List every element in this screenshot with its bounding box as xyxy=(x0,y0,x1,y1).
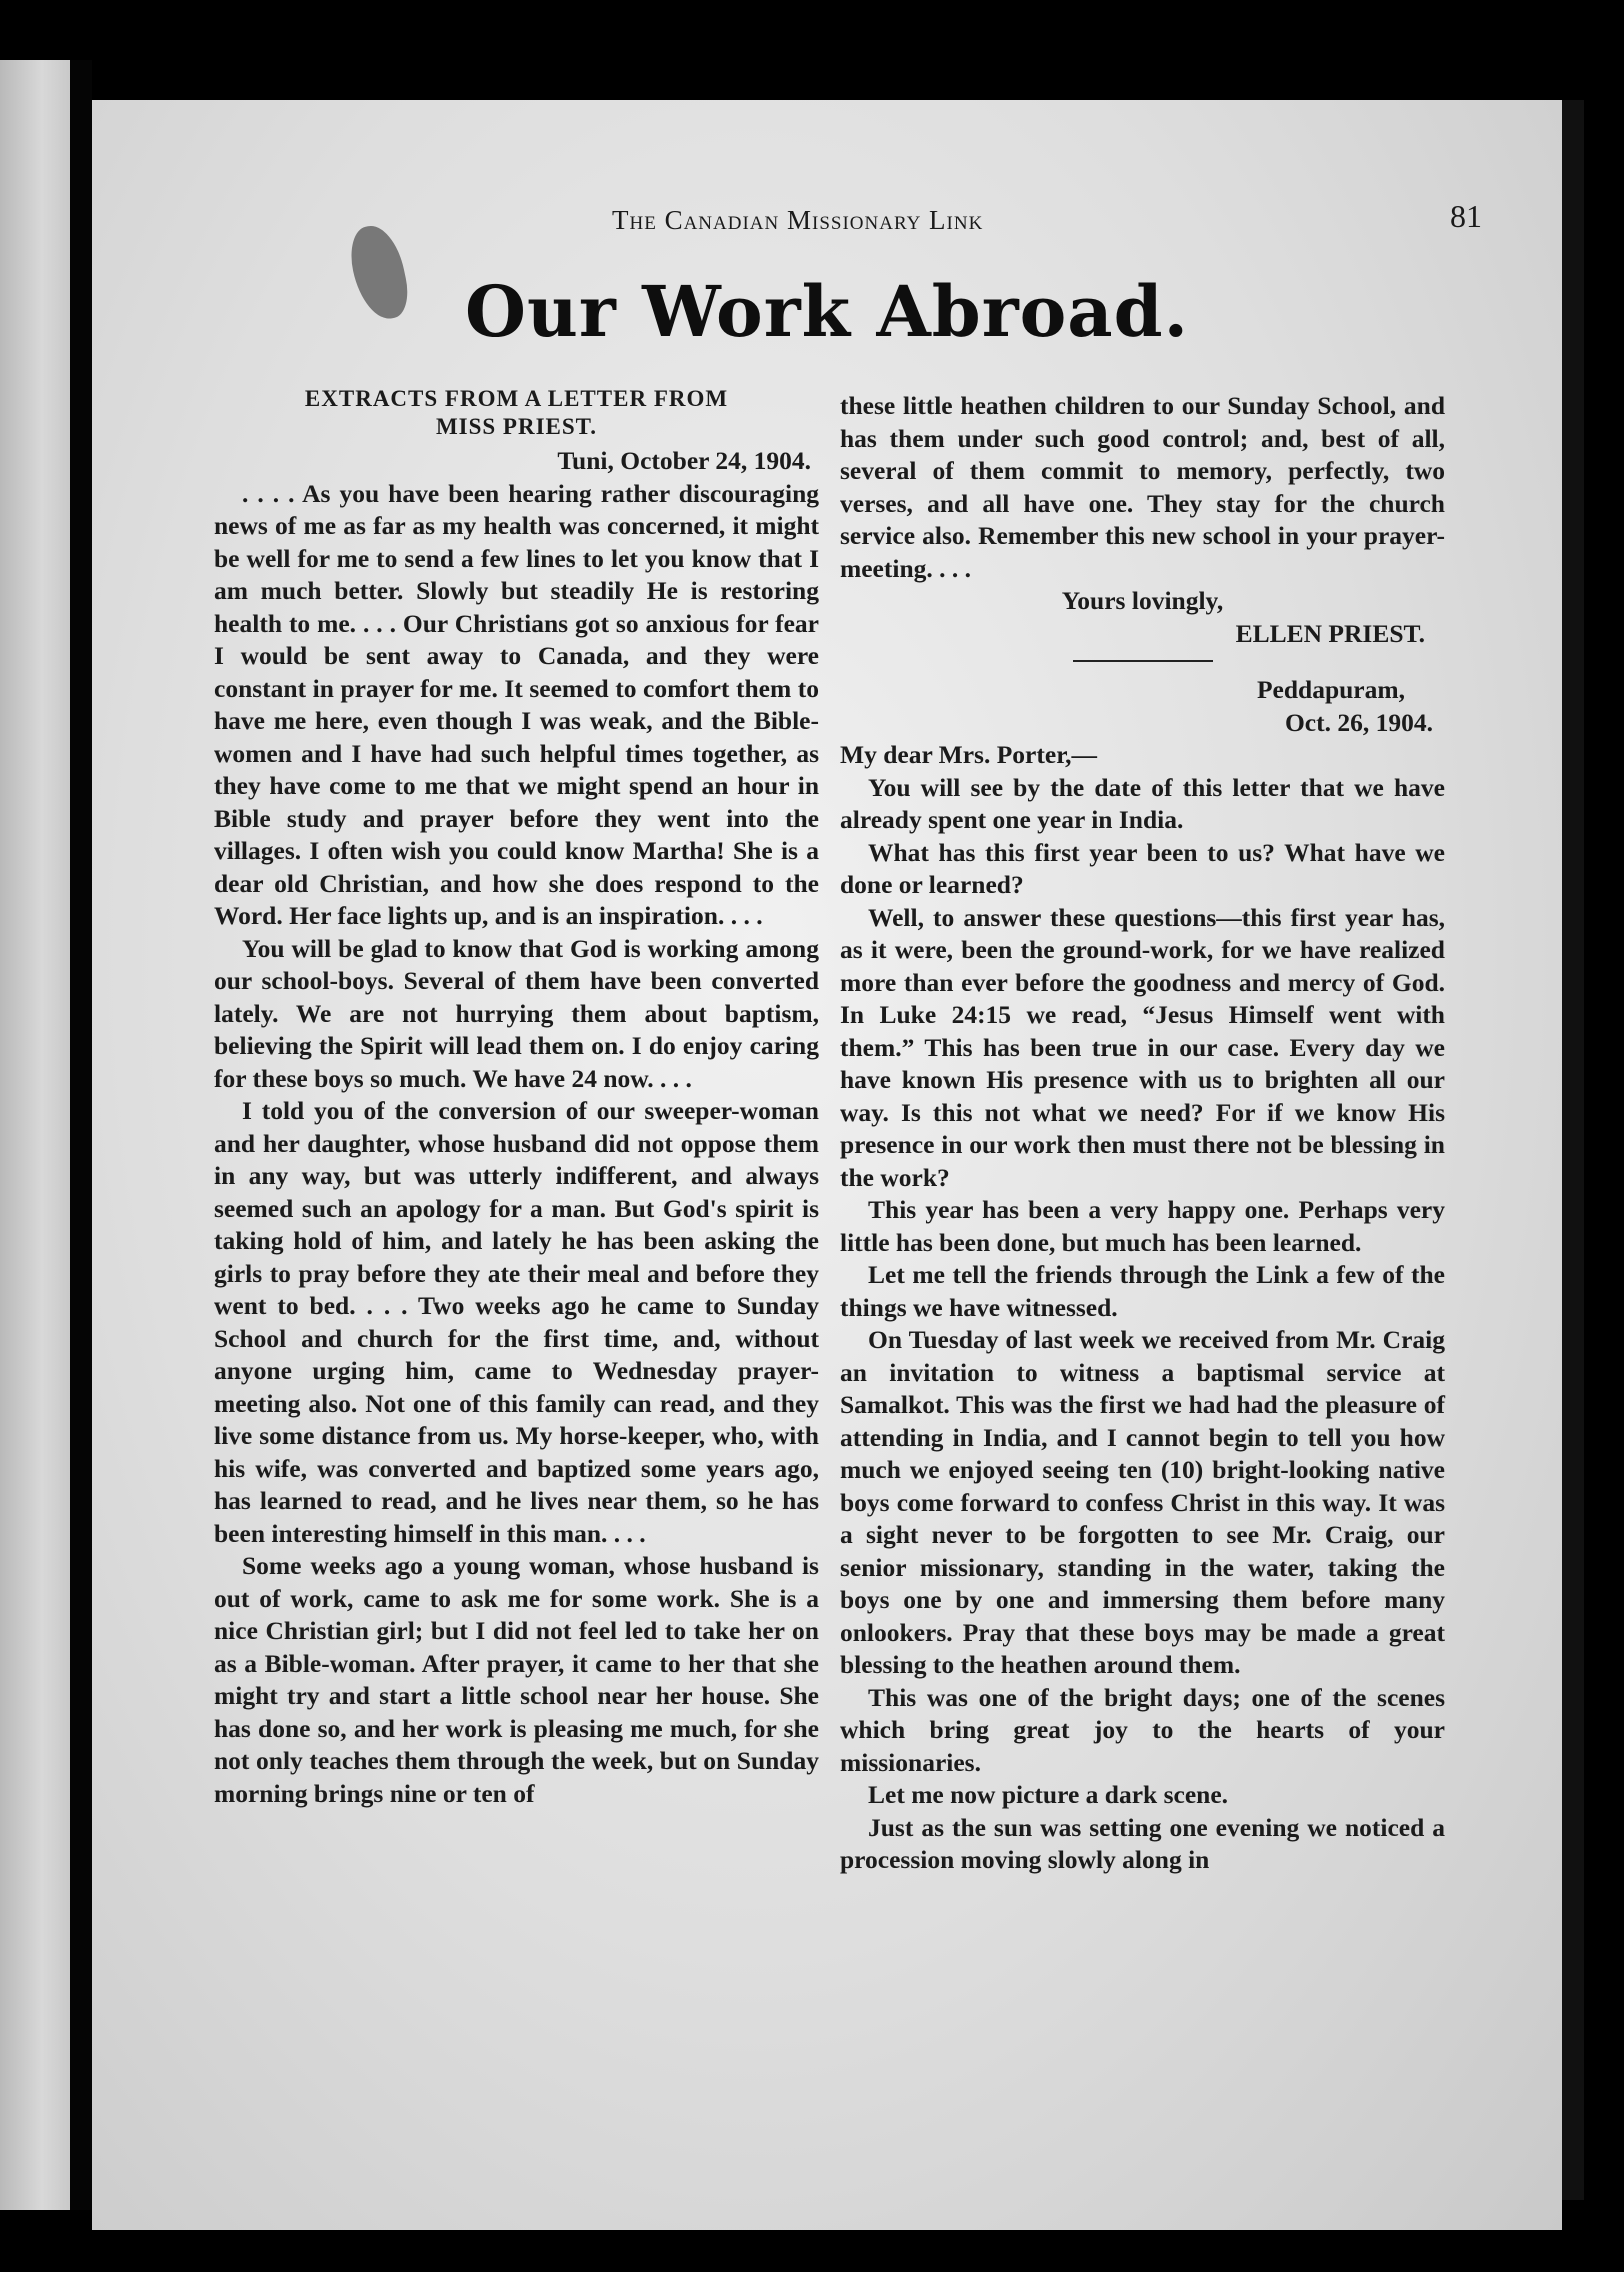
letter-closing: Yours lovingly, xyxy=(1061,586,1224,615)
book-gutter xyxy=(70,60,92,2210)
letter-heading-line-2: MISS PRIEST. xyxy=(435,414,598,439)
paragraph: On Tuesday of last week we received from Mr. Craig an invitation to witness a baptismal service at Samalkot. This was the first we had had the pleasure of attending in India, and I cannot begin to tell you how much we enjoyed seeing ten (10) bright-looking native boys come forward to confess Christ in this way. It was a sight never to be forgotten to see Mr. Craig, our senior missionary, standing in the water, taking the boys one by one and immersing them before many onlookers. Pray that these boys may be made a great blessing to the heathen around them. xyxy=(840,1325,1445,1679)
paragraph: Just as the sun was setting one evening we noticed a procession moving slowly along in xyxy=(840,1812,1445,1874)
left-column xyxy=(214,385,819,1810)
section-title: Our Work Abroad. xyxy=(465,270,1189,353)
paragraph: This was one of the bright days; one of the scenes which bring great joy to the hearts of your missionaries. xyxy=(840,1682,1445,1777)
page-number: 81 xyxy=(1450,198,1482,234)
paragraph: . . . . As you have been hearing rather discouraging news of me as far as my health was concerned, it might be well for me to send a few lines to let you know that I am much better. Slowly but steadily He is restoring health to me. . . . Our Christians got so anxious for fear I would be sent away to Canada, and they were constant in prayer for me. It seemed to comfort them to have me here, even though I was weak, and the Bible-women and I have had such helpful times together, as they have come to me that we might spend an hour in Bible study and prayer before they went into the villages. I often wish you could know Martha! She is a dear old Christian, and how she does respond to the Word. Her face lights up, and is an inspiration. . . . xyxy=(214,478,819,930)
paragraph-continuation: these little heathen children to our Sunday School, and has them under such good control; and, best of all, several of them commit to memory, perfectly, two verses, and all have one. They stay for the church service also. Remember this new school in your prayer-meeting. . . . xyxy=(840,391,1445,583)
paragraph: I told you of the conversion of our sweeper-woman and her daughter, whose husband did not oppose them in any way, but was utterly indifferent, and always seemed such an apology for a man. But God's spirit is taking hold of him, and lately he has been asking the girls to pray before they ate their meal and before they went to bed. . . . Two weeks ago he came to Sunday School and church for the first time, and, without anyone urging him, came to Wednesday prayer-meeting also. Not one of this family can read, and they live some distance from us. My horse-keeper, who, with his wife, was converted and baptized some years ago, has learned to read, and he lives near them, so he has been interesting himself in this man. . . . xyxy=(214,1096,819,1548)
paragraph: You will be glad to know that God is working among our school-boys. Several of them have been converted lately. We are not hurrying them about baptism, believing the Spirit will lead them on. I do enjoy caring for these boys so much. We have 24 now. . . . xyxy=(214,933,819,1093)
paragraph: Let me tell the friends through the Link a few of the things we have witnessed. xyxy=(840,1260,1445,1322)
paragraph: What has this first year been to us? What have we done or learned? xyxy=(840,837,1445,899)
paragraph: You will see by the date of this letter that we have already spent one year in India. xyxy=(840,772,1445,834)
magazine-page xyxy=(92,100,1562,2230)
paragraph: Some weeks ago a young woman, whose husband is out of work, came to ask me for some work. She is a nice Christian girl; but I did not feel led to take her on as a Bible-woman. After prayer, it came to her that she might try and start a little school near her house. She has done so, and her work is pleasing me much, for she not only teaches them through the week, but on Sunday morning brings nine or ten of xyxy=(214,1551,819,1808)
letter-dateline: Tuni, October 24, 1904. xyxy=(557,446,811,475)
letter-heading xyxy=(214,385,819,441)
paragraph: Let me now picture a dark scene. xyxy=(868,1780,1229,1809)
right-column xyxy=(840,390,1445,1877)
dateline-date: Oct. 26, 1904. xyxy=(1284,707,1433,737)
page-edge-shadow xyxy=(1562,100,1584,2200)
letter-heading-line-1: EXTRACTS FROM A LETTER FROM xyxy=(304,386,729,411)
letter-signature: ELLEN PRIEST. xyxy=(1235,618,1425,648)
paragraph: Well, to answer these questions—this first year has, as it were, been the ground-work, for we have realized more than ever before the goodness and mercy of God. In Luke 24:15 we read, “Jesus Himself went with them.” This has been true in our case. Every day we have known His presence with us to brighten all our way. Is this not what we need? For if we know His presence in our work then must there not be blessing in the work? xyxy=(840,902,1445,1192)
facing-page-edge xyxy=(0,60,70,2210)
paragraph: This year has been a very happy one. Perhaps very little has been done, but much has been learned. xyxy=(840,1195,1445,1257)
salutation: My dear Mrs. Porter,— xyxy=(840,740,1098,769)
divider-rule xyxy=(1073,660,1213,662)
running-head: The Canadian Missionary Link xyxy=(612,205,984,235)
dateline-place: Peddapuram, xyxy=(1256,675,1405,704)
